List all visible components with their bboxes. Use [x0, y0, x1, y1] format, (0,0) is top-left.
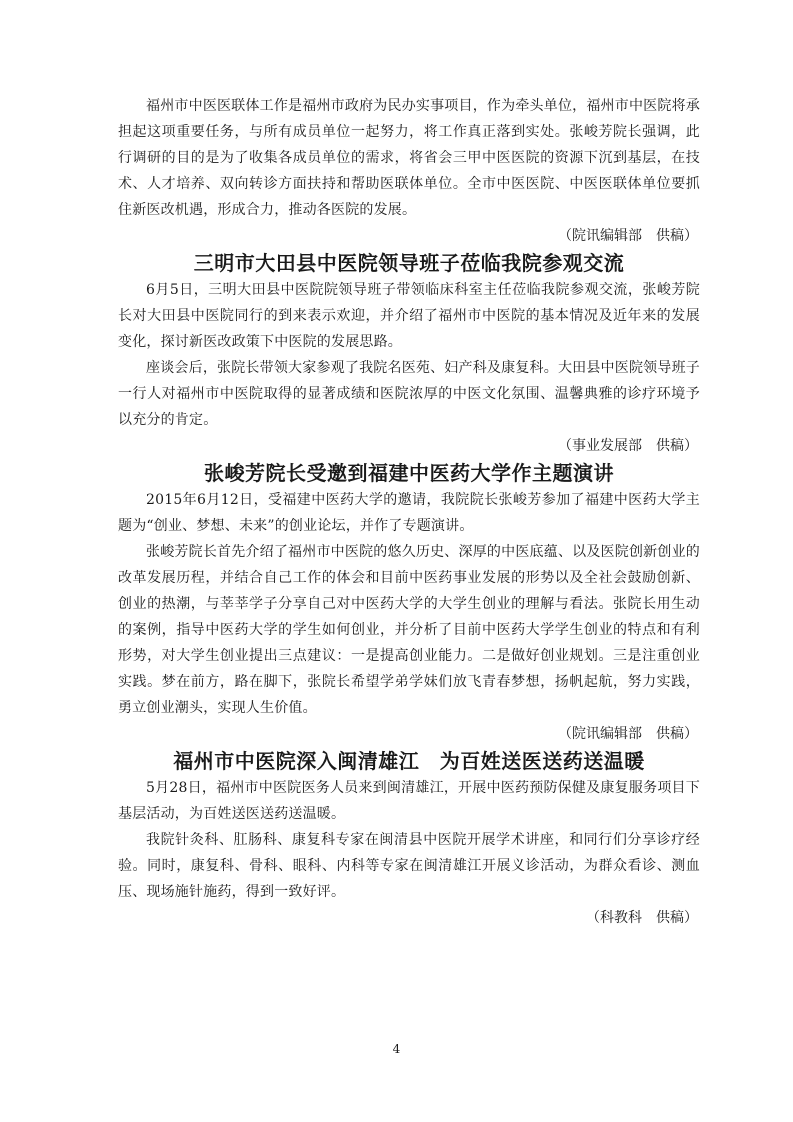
- article-credit: （科教科 供稿）: [586, 910, 698, 926]
- article-title: 三明市大田县中医院领导班子莅临我院参观交流: [193, 251, 625, 275]
- article-paragraph: 我院针灸科、肛肠科、康复科专家在闽清县中医院开展学术讲座，和同行们分享诊疗经验。同时，康复科、骨科、眼科、内科等专家在闽清雄江开展义诊活动，为群众看诊、测血压、现场施针施药，得到一致好评。: [118, 832, 700, 900]
- page-content: [118, 93, 700, 931]
- article-credit: （事业发展部 供稿）: [558, 438, 698, 454]
- article-paragraph: 福州市中医医联体工作是福州市政府为民办实事项目，作为牵头单位，福州市中医院将承担起这项重要任务，与所有成员单位一起努力，将工作真正落到实处。张峻芳院长强调，此行调研的目的是为了收集各成员单位的需求，将省会三甲中医医院的资源下沉到基层，在技术、人才培养、双向转诊方面扶持和帮助医联体单位。全市中医医院、中医医联体单位要抓住新医改机遇，形成合力，推动各医院的发展。: [118, 98, 700, 218]
- article-credit: （院讯编辑部 供稿）: [558, 228, 698, 244]
- article-title: 福州市中医院深入闽清雄江 为百姓送医送药送温暖: [173, 749, 645, 773]
- article-paragraph: 张峻芳院长首先介绍了福州市中医院的悠久历史、深厚的中医底蕴、以及医院创新创业的改革发展历程，并结合自己工作的体会和目前中医药事业发展的形势以及全社会鼓励创新、创业的热潮，与莘莘学子分享自己对中医药大学的大学生创业的理解与看法。张院长用生动的案例，指导中医药大学的学生如何创业，并分析了目前中医药大学学生创业的特点和有利形势，对大学生创业提出三点建议：一是提高创业能力。二是做好创业规划。三是注重创业实践。梦在前方，路在脚下，张院长希望学弟学妹们放飞青春梦想，扬帆起航，努力实践，勇立创业潮头，实现人生价值。: [118, 544, 700, 716]
- article-paragraph: 6月5日，三明大田县中医院院领导班子带领临床科室主任莅临我院参观交流，张峻芳院长对大田县中医院同行的到来表示欢迎，并介绍了福州市中医院的基本情况及近年来的发展变化，探讨新医改政策下中医院的发展思路。: [118, 282, 700, 350]
- article-paragraph: 座谈会后，张院长带领大家参观了我院名医苑、妇产科及康复科。大田县中医院领导班子一行人对福州市中医院取得的显著成绩和医院浓厚的中医文化氛围、温馨典雅的诊疗环境予以充分的肯定。: [118, 360, 700, 428]
- article-title: 张峻芳院长受邀到福建中医药大学作主题演讲: [204, 461, 614, 485]
- article-university-speech: [118, 459, 700, 747]
- article-minqing-outreach: [118, 747, 700, 931]
- article-paragraph: 2015年6月12日，受福建中医药大学的邀请，我院院长张峻芳参加了福建中医药大学主题为“创业、梦想、未来”的创业论坛，并作了专题演讲。: [118, 492, 700, 534]
- page-number: 4: [392, 1042, 401, 1056]
- article-continuation: [118, 93, 700, 249]
- article-credit: （院讯编辑部 供稿）: [558, 726, 698, 742]
- article-datian-visit: [118, 249, 700, 459]
- article-paragraph: 5月28日，福州市中医院医务人员来到闽清雄江，开展中医药预防保健及康复服务项目下基层活动，为百姓送医送药送温暖。: [118, 780, 700, 822]
